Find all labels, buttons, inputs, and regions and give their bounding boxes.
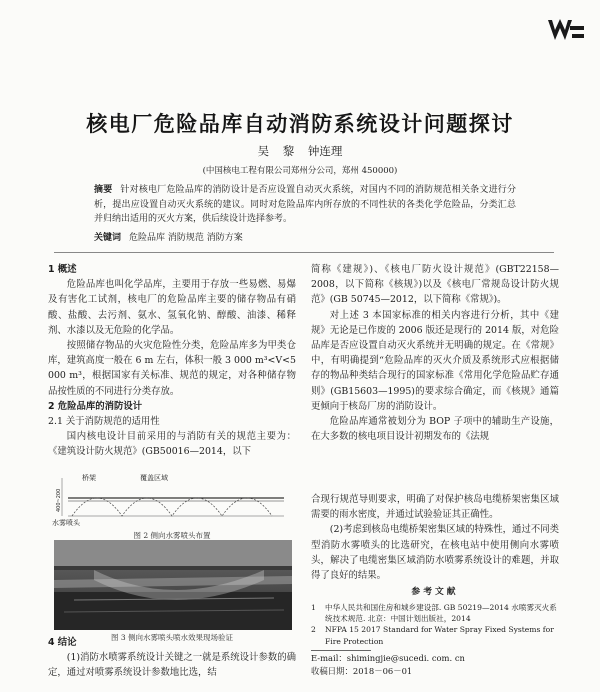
figure-2-label-dim: 400~200 — [56, 488, 62, 512]
authors: 吴 黎 钟连理 — [257, 144, 343, 158]
section-2-heading: 2 危险品库的消防设计 — [48, 400, 143, 412]
section-2-1-heading: 2.1 关于消防规范的适用性 — [48, 416, 160, 428]
footnote-divider — [311, 650, 371, 651]
section-4-heading: 4 结论 — [48, 637, 77, 648]
right-paragraph-4: 合现行规范导则要求，明确了对保护核岛电缆桥架密集区域需要的雨水密度，并通过试验验证其正确性。 — [311, 494, 559, 521]
right-paragraph-5: (2)考虑到核岛电缆桥架密集区域的特殊性，通过不同类型消防水雾喷头的比选研究，在核电站中使用侧向水雾喷头，解决了电缆密集区域消防水喷雾系统设计的难题，并取得了良好的结果。 — [311, 524, 559, 582]
footnote — [311, 652, 559, 678]
reference-number: 1 — [311, 603, 316, 612]
references-heading: 参考文献 — [411, 587, 459, 597]
reference-item — [311, 602, 559, 624]
left-column-bottom — [48, 635, 296, 681]
figure-2-label-bridge: 桥架 — [82, 474, 96, 482]
section-2-1-paragraph-1: 国内核电设计目前采用的与消防有关的规范主要为：《建筑设计防火规范》(GB50016—2014，以下 — [48, 431, 296, 458]
figure-2-diagram — [52, 468, 294, 528]
keywords-label: 关键词 — [94, 233, 122, 243]
right-paragraph-1: 简称《建规》)、《核电厂防火设计规范》(GBT22158—2008，以下简称《核规》)以及《核电厂常规岛设计防火规范》(GB 50745—2012，以下简称《常规》)。 — [311, 264, 559, 306]
abstract — [94, 183, 516, 227]
right-paragraph-3: 危险品库通常被划分为 BOP 子项中的辅助生产设施，在大多数的核电项目设计初期发布的《法规 — [311, 416, 559, 443]
author-email[interactable]: E-mail：shimingjie@sucedi. com. cn — [311, 653, 465, 663]
affiliation: (中国核电工程有限公司郑州分公司，郑州 450000) — [202, 166, 398, 176]
journal-logo-icon — [546, 16, 586, 44]
figure-3-caption: 图 3 侧向水雾喷头喷水效果现场验证 — [110, 633, 234, 642]
figure-2-caption: 图 2 侧向水雾喷头布置 — [133, 531, 211, 540]
right-column-bottom — [311, 492, 559, 583]
references-list — [311, 602, 559, 647]
keywords — [94, 230, 516, 243]
section-1-heading: 1 概述 — [48, 264, 77, 275]
figure-3-photo — [54, 540, 292, 630]
abstract-label: 摘要 — [94, 185, 113, 195]
reference-text: NFPA 15 2017 Standard for Water Spray Fixed Systems for Fire Protection — [325, 625, 554, 646]
section-1-paragraph-1: 危险品库也叫化学品库，主要用于存放一些易燃、易爆及有害化工试剂，核电厂的危险品库主要的储存物品有硝酸、盐酸、去污剂、氨水、氢氧化钠、醇酸、油漆、稀释剂、水漆以及无危险的化学品。 — [48, 279, 296, 336]
figure-2-label-cover: 覆盖区域 — [140, 474, 168, 482]
header-divider — [54, 252, 554, 253]
received-date: 收稿日期：2018－06－01 — [311, 666, 413, 676]
figure-3-photo-art — [54, 540, 292, 630]
right-column-top — [311, 262, 559, 444]
abstract-text: 针对核电厂危险品库的消防设计是否应设置自动灭火系统，对国内不同的消防规范相关条文进行分析，提出应设置自动灭火系统的建议。同时对危险品库内所存放的不同性状的各类化学危险品，分类汇总并归纳出适用的灭火方案，供后续设计选择参考。 — [94, 185, 516, 224]
section-1-paragraph-2: 按照储存物品的火灾危险性分类，危险品库多为甲类仓库，建筑高度一般在 6 m 左右，体积一般 3 000 m³<V<5 000 m³，根据国家有关标准、规范的规定，对各种储存物品按性质的不同进行分类存放。 — [48, 340, 296, 397]
keywords-text: 危险品库 消防规范 消防方案 — [129, 233, 243, 243]
right-paragraph-2: 对上述 3 本国家标准的相关内容进行分析，其中《建规》无论是已作废的 2006 版还是现行的 2014 版，对危险品库是否应设置自动灭火系统并无明确的规定。在《常规》中，有明确提到“危险品库的灭火介质及系统形式应根据储存的物品种类结合现行的国家标准《常用化学危险品贮存通则》(GB15603—1995)的要求综合确定，而《核规》通篇更倾向于核岛厂房的消防设计。 — [311, 309, 559, 412]
section-4-paragraph-1: (1)消防水喷雾系统设计关键之一就是系统设计参数的确定，通过对喷雾系统设计参数地比选，结 — [48, 652, 296, 679]
left-column-top — [48, 262, 296, 460]
reference-text: 中华人民共和国住房和城乡建设部. GB 50219—2014 水喷雾灭火系统技术规范. 北京：中国计划出版社，2014 — [325, 603, 557, 624]
reference-number: 2 — [311, 625, 316, 635]
reference-item — [311, 624, 559, 646]
paper-title: 核电厂危险品库自动消防系统设计问题探讨 — [86, 112, 514, 136]
figure-2-label-nozzle: 水雾喷头 — [52, 519, 80, 527]
